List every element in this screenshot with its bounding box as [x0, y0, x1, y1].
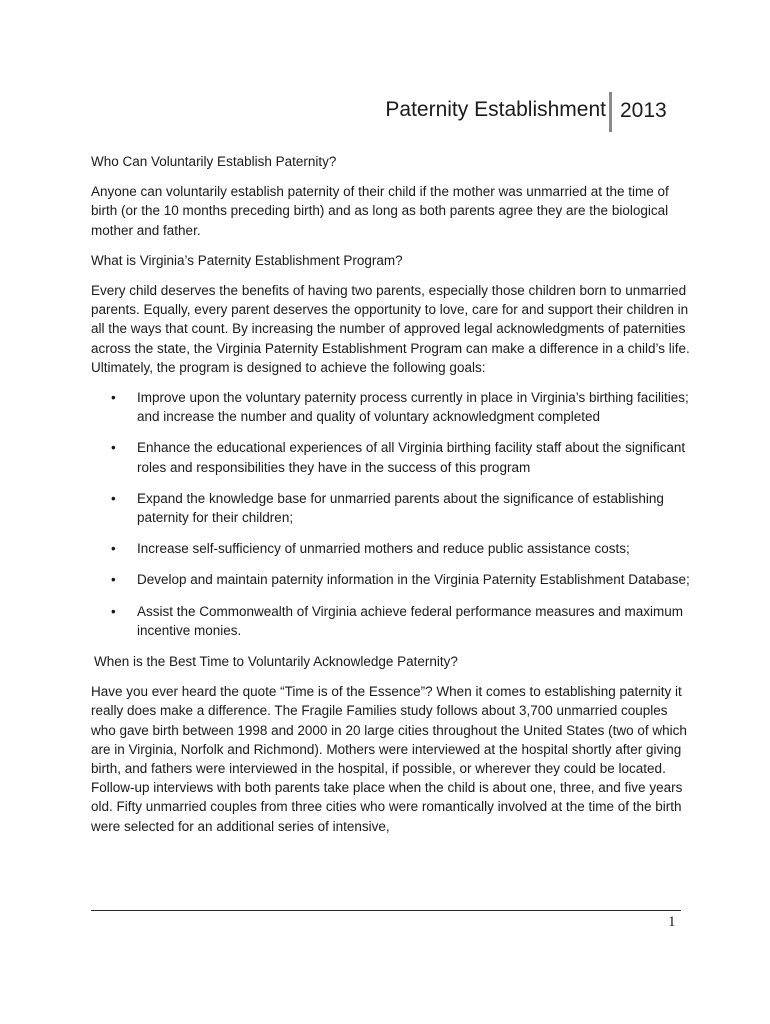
- bullet-icon: •: [111, 490, 116, 506]
- goals-list: [91, 388, 691, 640]
- goal-text: Expand the knowledge base for unmarried parents about the significance of establishing paternity for their children;: [137, 490, 664, 526]
- goal-item: [91, 602, 691, 640]
- bullet-icon: •: [111, 390, 116, 406]
- goal-text: Develop and maintain paternity information in the Virginia Paternity Establishment Database;: [137, 572, 690, 588]
- bullet-icon: •: [111, 572, 116, 588]
- bullet-icon: •: [111, 440, 116, 456]
- bullet-icon: •: [111, 603, 116, 619]
- goal-text: Enhance the educational experiences of all Virginia birthing facility staff about the significant roles and responsibilities they have in the success of this program: [137, 440, 686, 475]
- bullet-icon: •: [111, 541, 116, 557]
- document-body: [91, 152, 691, 847]
- section-heading: Who Can Voluntarily Establish Paternity?: [91, 154, 337, 169]
- section-best-time: [91, 652, 691, 836]
- header-title: Paternity Establishment: [385, 98, 606, 121]
- section-paragraph: Every child deserves the benefits of having two parents, especially those children born to unmarried parents. Equally, every parent deserves the opportunity to love, care for and support their children in all the ways that count. By increasing the number of approved legal acknowledgments of paternities across the state, the Virginia Paternity Establishment Program can make a difference in a child’s life. Ultimately, the program is designed to achieve the following goals:: [91, 283, 690, 375]
- page-header: [0, 92, 770, 132]
- goal-text: Improve upon the voluntary paternity process currently in place in Virginia’s birthing facilities; and increase the number and quality of voluntary acknowledgment completed: [137, 390, 689, 425]
- section-who-can-establish: [91, 152, 691, 240]
- header-year: 2013: [620, 99, 667, 122]
- goal-item: [91, 388, 691, 426]
- goal-item: [91, 539, 691, 558]
- header-divider: [609, 92, 612, 132]
- section-heading: What is Virginia’s Paternity Establishment Program?: [91, 252, 403, 268]
- goal-text: Assist the Commonwealth of Virginia achieve federal performance measures and maximum incentive monies.: [137, 603, 683, 638]
- goal-text: Increase self-sufficiency of unmarried mothers and reduce public assistance costs;: [137, 541, 630, 557]
- goal-item: [91, 438, 691, 476]
- section-paragraph: Have you ever heard the quote “Time is of the Essence”? When it comes to establishing paternity it really does make a difference. The Fragile Families study follows about 3,700 unmarried couples who gave birth between 1998 and 2000 in 20 large cities throughout the United States (two of which are in Virginia, Norfolk and Richmond). Mothers were interviewed at the hospital shortly after giving birth, and fathers were interviewed in the hospital, if possible, or wherever they could be located. Follow-up interviews with both parents take place when the child is about one, three, and five years old. Fifty unmarried couples from three cities who were romantically involved at the time of the birth were selected for an additional series of intensive,: [91, 684, 687, 834]
- footer-divider: [91, 910, 681, 911]
- section-program: [91, 251, 691, 640]
- section-heading: When is the Best Time to Voluntarily Acknowledge Paternity?: [94, 654, 458, 670]
- page-number: 1: [668, 914, 676, 930]
- section-paragraph: Anyone can voluntarily establish paternity of their child if the mother was unmarried at the time of birth (or the 10 months preceding birth) and as long as both parents agree they are the biological mother and father.: [91, 184, 669, 238]
- goal-item: [91, 570, 691, 589]
- goal-item: [91, 489, 691, 527]
